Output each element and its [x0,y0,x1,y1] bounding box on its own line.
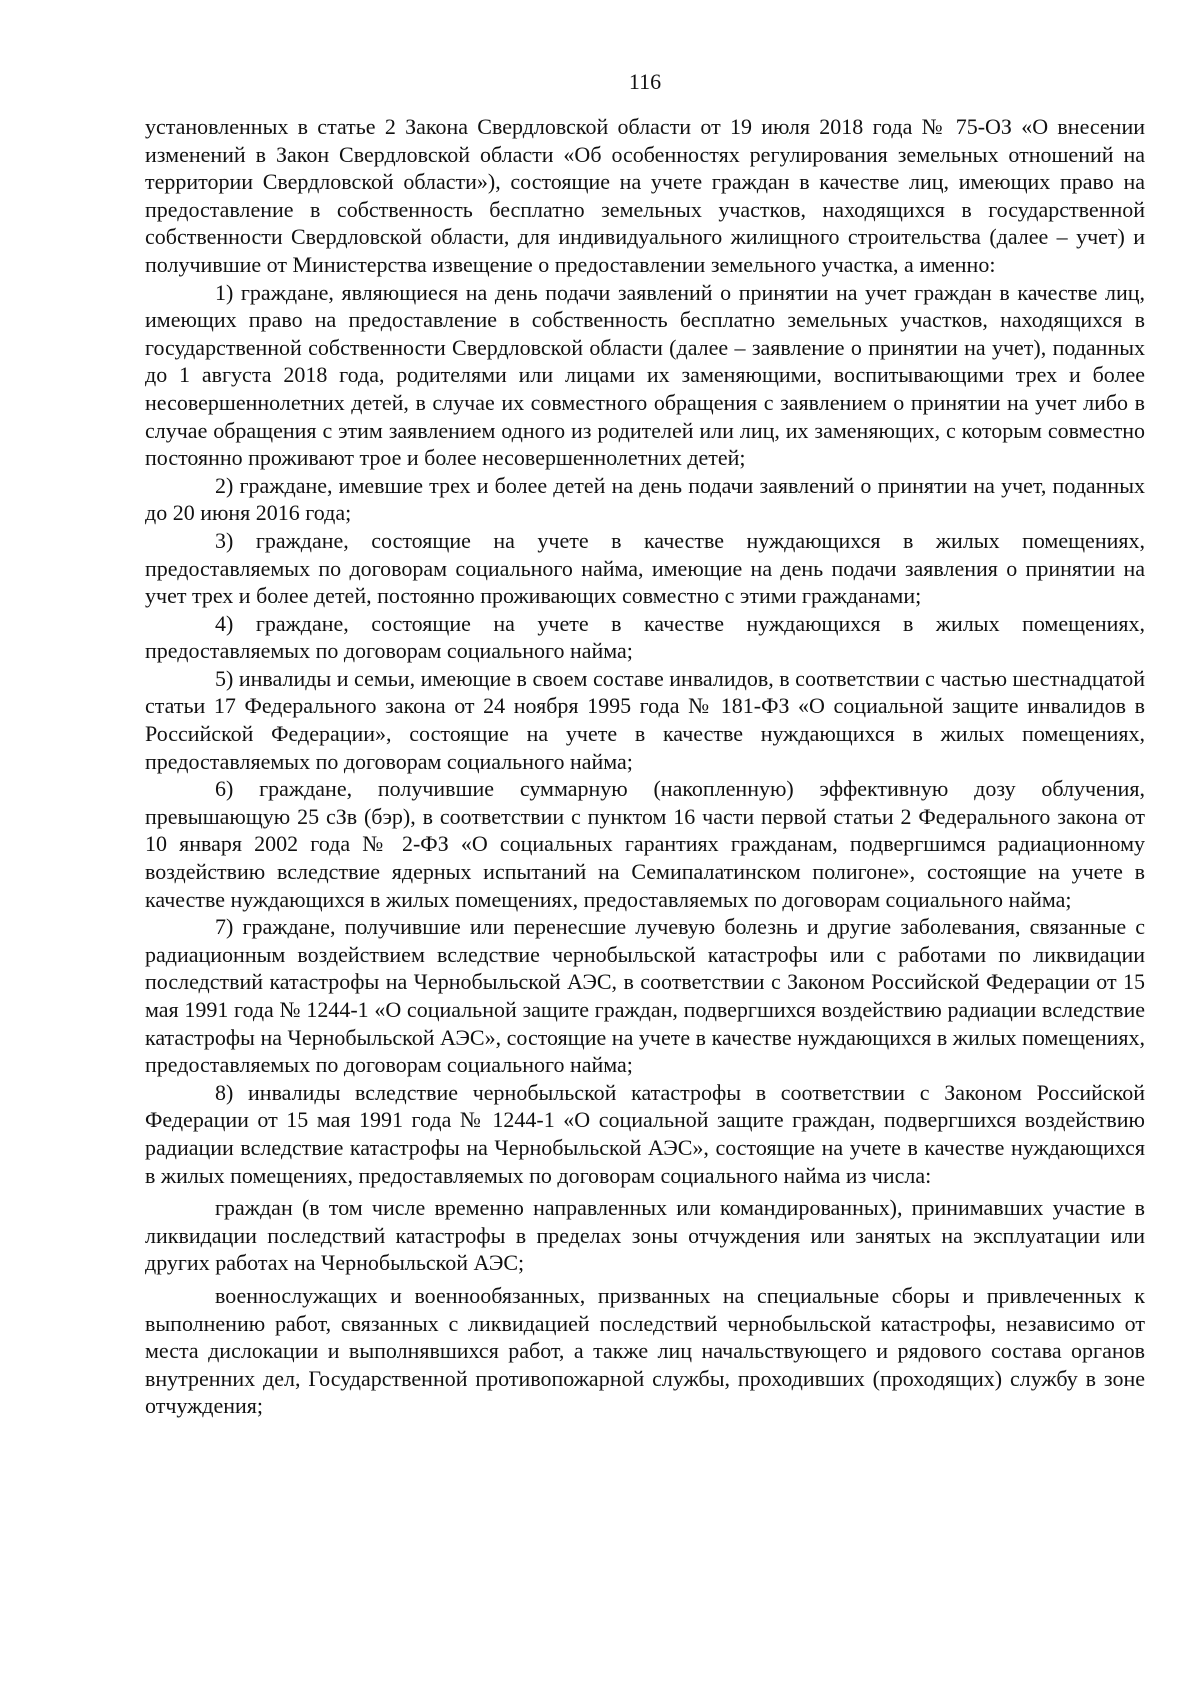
paragraph-item-5: 5) инвалиды и семьи, имеющие в своем составе инвалидов, в соответствии с частью шестнадцатой статьи 17 Федерального закона от 24 ноября 1995 года № 181-ФЗ «О социальной защите инвалидов в Российской Федерации», состоящие на учете в качестве нуждающихся в жилых помещениях, предоставляемых по договорам социального найма; [145,665,1145,774]
paragraph-item-4: 4) граждане, состоящие на учете в качестве нуждающихся в жилых помещениях, предоставляемых по договорам социального найма; [145,610,1145,664]
paragraph-item-1: 1) граждане, являющиеся на день подачи заявлений о принятии на учет граждан в качестве лиц, имеющих право на предоставление в собственность бесплатно земельных участков, находящихся в государственной собственности Свердловской области (далее – заявление о принятии на учет), поданных до 1 августа 2018 года, родителями или лицами их заменяющими, воспитывающими трех и более несовершеннолетних детей, в случае их совместного обращения с заявлением о принятии на учет либо в случае обращения с этим заявлением одного из родителей или лиц, их заменяющих, с которым совместно постоянно проживают трое и более несовершеннолетних детей; [145,279,1145,471]
document-page [145,68,1145,1420]
page-number: 116 [628,69,662,94]
paragraph-subitem-military: военнослужащих и военнообязанных, призванных на специальные сборы и привлеченных к выполнению работ, связанных с ликвидацией последствий чернобыльской катастрофы, независимо от места дислокации и выполнявшихся работ, а также лиц начальствующего и рядового состава органов внутренних дел, Государственной противопожарной службы, проходивших (проходящих) службу в зоне отчуждения; [145,1282,1145,1419]
paragraph-item-8: 8) инвалиды вследствие чернобыльской катастрофы в соответствии с Законом Российской Федерации от 15 мая 1991 года № 1244-1 «О социальной защите граждан, подвергшихся воздействию радиации вследствие катастрофы на Чернобыльской АЭС», состоящие на учете в качестве нуждающихся в жилых помещениях, предоставляемых по договорам социального найма из числа: [145,1079,1145,1188]
paragraph-item-2: 2) граждане, имевшие трех и более детей на день подачи заявлений о принятии на учет, поданных до 20 июня 2016 года; [145,472,1145,526]
paragraph-item-6: 6) граждане, получившие суммарную (накопленную) эффективную дозу облучения, превышающую 25 сЗв (бэр), в соответствии с пунктом 16 части первой статьи 2 Федерального закона от 10 января 2002 года № 2-ФЗ «О социальных гарантиях гражданам, подвергшимся радиационному воздействию вследствие ядерных испытаний на Семипалатинском полигоне», состоящие на учете в качестве нуждающихся в жилых помещениях, предоставляемых по договорам социального найма; [145,776,1145,912]
paragraph-subitem-citizens: граждан (в том числе временно направленных или командированных), принимавших участие в ликвидации последствий катастрофы в пределах зоны отчуждения или занятых на эксплуатации или других работах на Чернобыльской АЭС; [145,1195,1145,1276]
paragraph-item-3: 3) граждане, состоящие на учете в качестве нуждающихся в жилых помещениях, предоставляемых по договорам социального найма, имеющие на день подачи заявления о принятии на учет трех и более детей, постоянно проживающих совместно с этими гражданами; [145,527,1145,609]
paragraph-item-7: 7) граждане, получившие или перенесшие лучевую болезнь и другие заболевания, связанные с радиационным воздействием вследствие чернобыльской катастрофы или с работами по ликвидации последствий катастрофы на Чернобыльской АЭС, в соответствии с Законом Российской Федерации от 15 мая 1991 года № 1244-1 «О социальной защите граждан, подвергшихся воздействию радиации вследствие катастрофы на Чернобыльской АЭС», состоящие на учете в качестве нуждающихся в жилых помещениях, предоставляемых по договорам социального найма; [145,914,1145,1078]
paragraph-intro-continuation: установленных в статье 2 Закона Свердловской области от 19 июля 2018 года № 75-ОЗ «О внесении изменений в Закон Свердловской области «Об особенностях регулирования земельных отношений на территории Свердловской области»), состоящие на учете граждан в качестве лиц, имеющих право на предоставление в собственность бесплатно земельных участков, находящихся в государственной собственности Свердловской области, для индивидуального жилищного строительства (далее – учет) и получившие от Министерства извещение о предоставлении земельного участка, а именно: [145,114,1145,277]
